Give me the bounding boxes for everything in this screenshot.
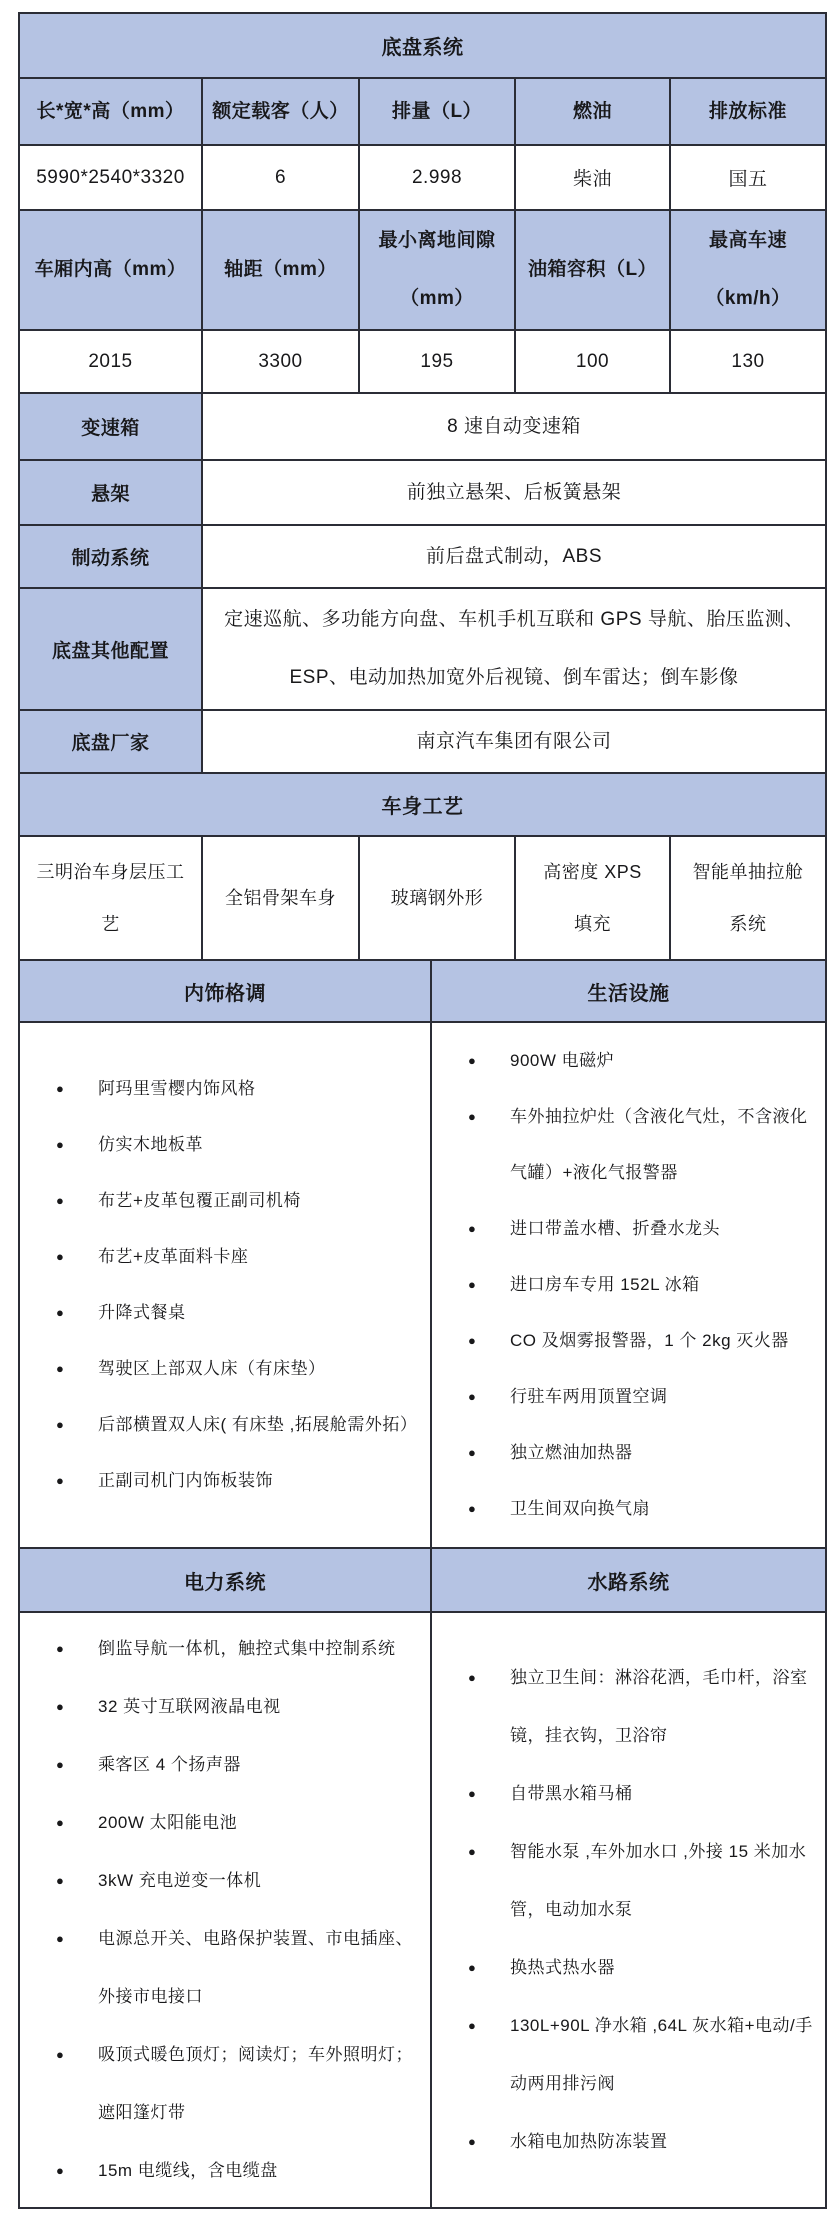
list-item	[466, 1201, 815, 1257]
spec-value-passengers: 6	[201, 146, 358, 209]
spec-value-wheelbase: 3300	[201, 331, 358, 392]
feature-text: 电源总开关、电路保护装置、市电插座、外接市电接口	[98, 1929, 413, 2006]
spec-value-tank-capacity: 100	[514, 331, 669, 392]
list-item	[466, 1939, 815, 1997]
body-craft-section-title: 车身工艺	[20, 774, 825, 835]
water-feature-list	[432, 1649, 825, 2171]
feature-text: 后部横置双人床( 有床垫 ,拓展舱需外拓）	[98, 1415, 418, 1434]
list-item	[466, 1033, 815, 1089]
list-item	[466, 1649, 815, 1765]
list-item	[54, 2142, 420, 2200]
spec-header-tank-capacity: 油箱容积（L）	[514, 211, 669, 329]
spec-value-displacement: 2.998	[358, 146, 514, 209]
spec-table	[18, 12, 827, 2209]
bullet-icon: ●	[56, 1757, 65, 1772]
list-item	[54, 1678, 420, 1736]
feature-text: 水箱电加热防冻装置	[510, 2132, 668, 2151]
living-section-title: 生活设施	[430, 961, 825, 1021]
bullet-icon: ●	[468, 1445, 477, 1460]
feature-text: 200W 太阳能电池	[98, 1813, 238, 1832]
feature-text: 乘客区 4 个扬声器	[98, 1755, 241, 1774]
spec-value-max-speed: 130	[669, 331, 825, 392]
spec-header-emission: 排放标准	[669, 79, 825, 144]
feature-text: 独立燃油加热器	[510, 1443, 633, 1462]
spec-header-displacement: 排量（L）	[358, 79, 514, 144]
feature-text: CO 及烟雾报警器，1 个 2kg 灭火器	[510, 1331, 789, 1350]
feature-text: 15m 电缆线，含电缆盘	[98, 2161, 278, 2180]
bullet-icon: ●	[56, 1361, 65, 1376]
feature-text: 布艺+皮革包覆正副司机椅	[98, 1191, 301, 1210]
suspension-value: 前独立悬架、后板簧悬架	[201, 461, 825, 524]
bullet-icon: ●	[56, 1873, 65, 1888]
bullet-icon: ●	[56, 1081, 65, 1096]
bullet-icon: ●	[468, 1501, 477, 1516]
list-item	[54, 1229, 420, 1285]
bullet-icon: ●	[56, 2047, 65, 2062]
brake-system-value: 前后盘式制动，ABS	[201, 526, 825, 587]
list-item	[466, 1765, 815, 1823]
list-item	[54, 1173, 420, 1229]
spec-value-ground-clearance: 195	[358, 331, 514, 392]
list-item	[466, 2113, 815, 2171]
feature-text: 车外抽拉炉灶（含液化气灶，不含液化气罐）+液化气报警器	[510, 1107, 808, 1182]
bullet-icon: ●	[468, 1670, 477, 1685]
electric-feature-list	[20, 1620, 430, 2200]
chassis-section-title: 底盘系统	[20, 14, 825, 77]
bullet-icon: ●	[56, 1249, 65, 1264]
bullet-icon: ●	[468, 1053, 477, 1068]
feature-text: 3kW 充电逆变一体机	[98, 1871, 262, 1890]
list-item	[466, 1425, 815, 1481]
feature-text: 换热式热水器	[510, 1958, 615, 1977]
feature-text: 智能水泵 ,车外加水口 ,外接 15 米加水管，电动加水泵	[510, 1842, 807, 1919]
craft-fiberglass-shell: 玻璃钢外形	[358, 837, 514, 959]
water-section-title: 水路系统	[430, 1549, 825, 1611]
list-item	[466, 1823, 815, 1939]
bullet-icon: ●	[468, 2134, 477, 2149]
living-feature-cell	[430, 1023, 825, 1547]
interior-feature-list	[20, 1061, 430, 1509]
feature-text: 900W 电磁炉	[510, 1051, 615, 1070]
feature-text: 自带黑水箱马桶	[510, 1784, 633, 1803]
brake-system-label: 制动系统	[20, 526, 201, 587]
list-item	[466, 1089, 815, 1201]
spec-header-fuel: 燃油	[514, 79, 669, 144]
feature-text: 驾驶区上部双人床（有床垫）	[98, 1359, 326, 1378]
feature-text: 卫生间双向换气扇	[510, 1499, 650, 1518]
bullet-icon: ●	[468, 1221, 477, 1236]
chassis-maker-label: 底盘厂家	[20, 711, 201, 772]
list-item	[466, 1257, 815, 1313]
feature-text: 倒监导航一体机，触控式集中控制系统	[98, 1639, 396, 1658]
bullet-icon: ●	[56, 1417, 65, 1432]
feature-text: 仿实木地板革	[98, 1135, 203, 1154]
bullet-icon: ●	[56, 1137, 65, 1152]
bullet-icon: ●	[468, 1844, 477, 1859]
list-item	[54, 1453, 420, 1509]
list-item	[54, 1794, 420, 1852]
electric-section-title: 电力系统	[20, 1549, 430, 1611]
spec-header-ground-clearance: 最小离地间隙（mm）	[358, 211, 514, 329]
spec-value-dimensions: 5990*2540*3320	[20, 146, 201, 209]
spec-value-emission: 国五	[669, 146, 825, 209]
bullet-icon: ●	[56, 1815, 65, 1830]
list-item	[54, 1117, 420, 1173]
feature-text: 独立卫生间：淋浴花洒，毛巾杆，浴室镜，挂衣钩，卫浴帘	[510, 1668, 808, 1745]
chassis-other-config-label: 底盘其他配置	[20, 589, 201, 709]
bullet-icon: ●	[56, 1931, 65, 1946]
spec-header-max-speed: 最高车速（km/h）	[669, 211, 825, 329]
spec-header-interior-height: 车厢内高（mm）	[20, 211, 201, 329]
spec-value-interior-height: 2015	[20, 331, 201, 392]
list-item	[466, 1369, 815, 1425]
list-item	[466, 1481, 815, 1537]
bullet-icon: ●	[468, 1333, 477, 1348]
water-feature-cell	[430, 1613, 825, 2207]
feature-text: 布艺+皮革面料卡座	[98, 1247, 249, 1266]
bullet-icon: ●	[56, 2163, 65, 2178]
craft-xps-filling: 高密度 XPS 填充	[514, 837, 669, 959]
bullet-icon: ●	[56, 1305, 65, 1320]
feature-text: 130L+90L 净水箱 ,64L 灰水箱+电动/手动两用排污阀	[510, 2016, 813, 2093]
chassis-other-config-value: 定速巡航、多功能方向盘、车机手机互联和 GPS 导航、胎压监测、ESP、电动加热加宽外后视镜、倒车雷达；倒车影像	[201, 589, 825, 709]
feature-text: 进口带盖水槽、折叠水龙头	[510, 1219, 720, 1238]
electric-feature-cell	[20, 1613, 430, 2207]
interior-feature-cell	[20, 1023, 430, 1547]
list-item	[54, 1285, 420, 1341]
feature-text: 进口房车专用 152L 冰箱	[510, 1275, 700, 1294]
spec-header-dimensions: 长*宽*高（mm）	[20, 79, 201, 144]
spec-header-wheelbase: 轴距（mm）	[201, 211, 358, 329]
list-item	[54, 1620, 420, 1678]
bullet-icon: ●	[468, 1786, 477, 1801]
feature-text: 32 英寸互联网液晶电视	[98, 1697, 281, 1716]
gearbox-value: 8 速自动变速箱	[201, 394, 825, 459]
suspension-label: 悬架	[20, 461, 201, 524]
feature-text: 正副司机门内饰板装饰	[98, 1471, 273, 1490]
list-item	[54, 2026, 420, 2142]
bullet-icon: ●	[468, 1960, 477, 1975]
list-item	[466, 1313, 815, 1369]
list-item	[54, 1852, 420, 1910]
spec-value-fuel: 柴油	[514, 146, 669, 209]
bullet-icon: ●	[56, 1641, 65, 1656]
bullet-icon: ●	[56, 1699, 65, 1714]
gearbox-label: 变速箱	[20, 394, 201, 459]
craft-slideout-system: 智能单抽拉舱系统	[669, 837, 825, 959]
chassis-maker-value: 南京汽车集团有限公司	[201, 711, 825, 772]
list-item	[54, 1061, 420, 1117]
feature-text: 吸顶式暖色顶灯；阅读灯；车外照明灯；遮阳篷灯带	[98, 2045, 413, 2122]
list-item	[54, 1910, 420, 2026]
spec-header-passengers: 额定载客（人）	[201, 79, 358, 144]
bullet-icon: ●	[468, 1277, 477, 1292]
list-item	[54, 1736, 420, 1794]
interior-section-title: 内饰格调	[20, 961, 430, 1021]
feature-text: 阿玛里雪樱内饰风格	[98, 1079, 256, 1098]
craft-sandwich-body: 三明治车身层压工艺	[20, 837, 201, 959]
list-item	[54, 1397, 420, 1453]
feature-text: 升降式餐桌	[98, 1303, 186, 1322]
bullet-icon: ●	[468, 1389, 477, 1404]
living-feature-list	[432, 1033, 825, 1537]
bullet-icon: ●	[56, 1193, 65, 1208]
list-item	[466, 1997, 815, 2113]
bullet-icon: ●	[468, 1109, 477, 1124]
feature-text: 行驻车两用顶置空调	[510, 1387, 668, 1406]
bullet-icon: ●	[56, 1473, 65, 1488]
bullet-icon: ●	[468, 2018, 477, 2033]
craft-aluminum-frame: 全铝骨架车身	[201, 837, 358, 959]
list-item	[54, 1341, 420, 1397]
